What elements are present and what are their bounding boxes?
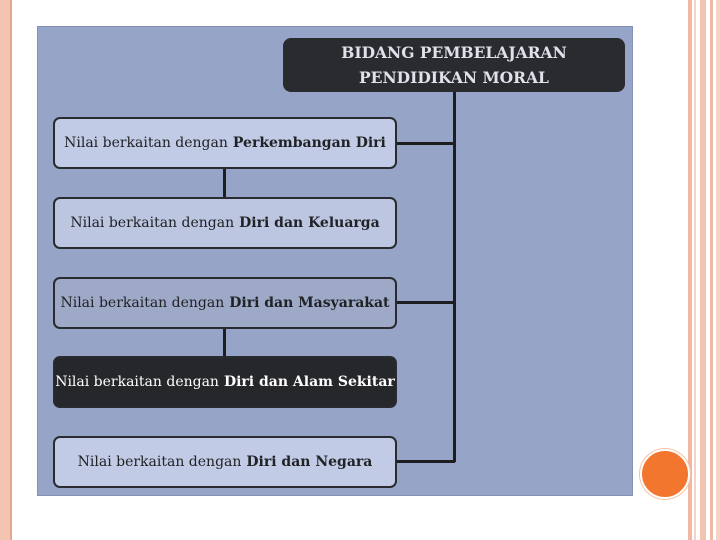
main-vertical-connector xyxy=(453,92,456,462)
orange-circle-decoration xyxy=(640,449,690,499)
connector-to-node-1 xyxy=(397,142,455,145)
slide-left-border-inner xyxy=(10,0,12,540)
node-diri-dan-negara xyxy=(53,436,397,488)
slide-right-border-stripe xyxy=(710,0,713,540)
slide-right-border-stripe xyxy=(688,0,692,540)
node-diri-dan-masyarakat xyxy=(53,277,397,329)
slide-right-border-stripe xyxy=(716,0,720,540)
connector-node-3-to-4 xyxy=(223,329,226,356)
node-prefix: Nilai berkaitan dengan xyxy=(60,295,225,311)
connector-to-node-5 xyxy=(397,460,455,463)
node-diri-dan-keluarga xyxy=(53,197,397,249)
node-perkembangan-diri xyxy=(53,117,397,169)
node-prefix: Nilai berkaitan dengan xyxy=(77,454,242,470)
diagram-title-box xyxy=(283,38,625,92)
node-diri-dan-alam-sekitar xyxy=(53,356,397,408)
connector-node-1-to-2 xyxy=(223,169,226,197)
node-topic: Perkembangan Diri xyxy=(232,135,386,151)
node-prefix: Nilai berkaitan dengan xyxy=(64,135,228,151)
title-line-2: PENDIDIKAN MORAL xyxy=(359,68,549,87)
slide-left-border xyxy=(0,0,10,540)
diagram-panel xyxy=(37,26,633,496)
node-prefix: Nilai berkaitan dengan xyxy=(55,374,219,390)
node-topic: Diri dan Masyarakat xyxy=(229,295,390,311)
node-prefix: Nilai berkaitan dengan xyxy=(70,215,235,231)
slide-right-border-stripe xyxy=(694,0,696,540)
connector-to-node-3 xyxy=(397,301,455,304)
title-line-1: BIDANG PEMBELAJARAN xyxy=(341,43,567,62)
node-topic: Diri dan Negara xyxy=(246,454,373,470)
slide-right-border-stripe xyxy=(700,0,706,540)
node-topic: Diri dan Keluarga xyxy=(239,215,380,231)
node-topic: Diri dan Alam Sekitar xyxy=(223,374,395,390)
